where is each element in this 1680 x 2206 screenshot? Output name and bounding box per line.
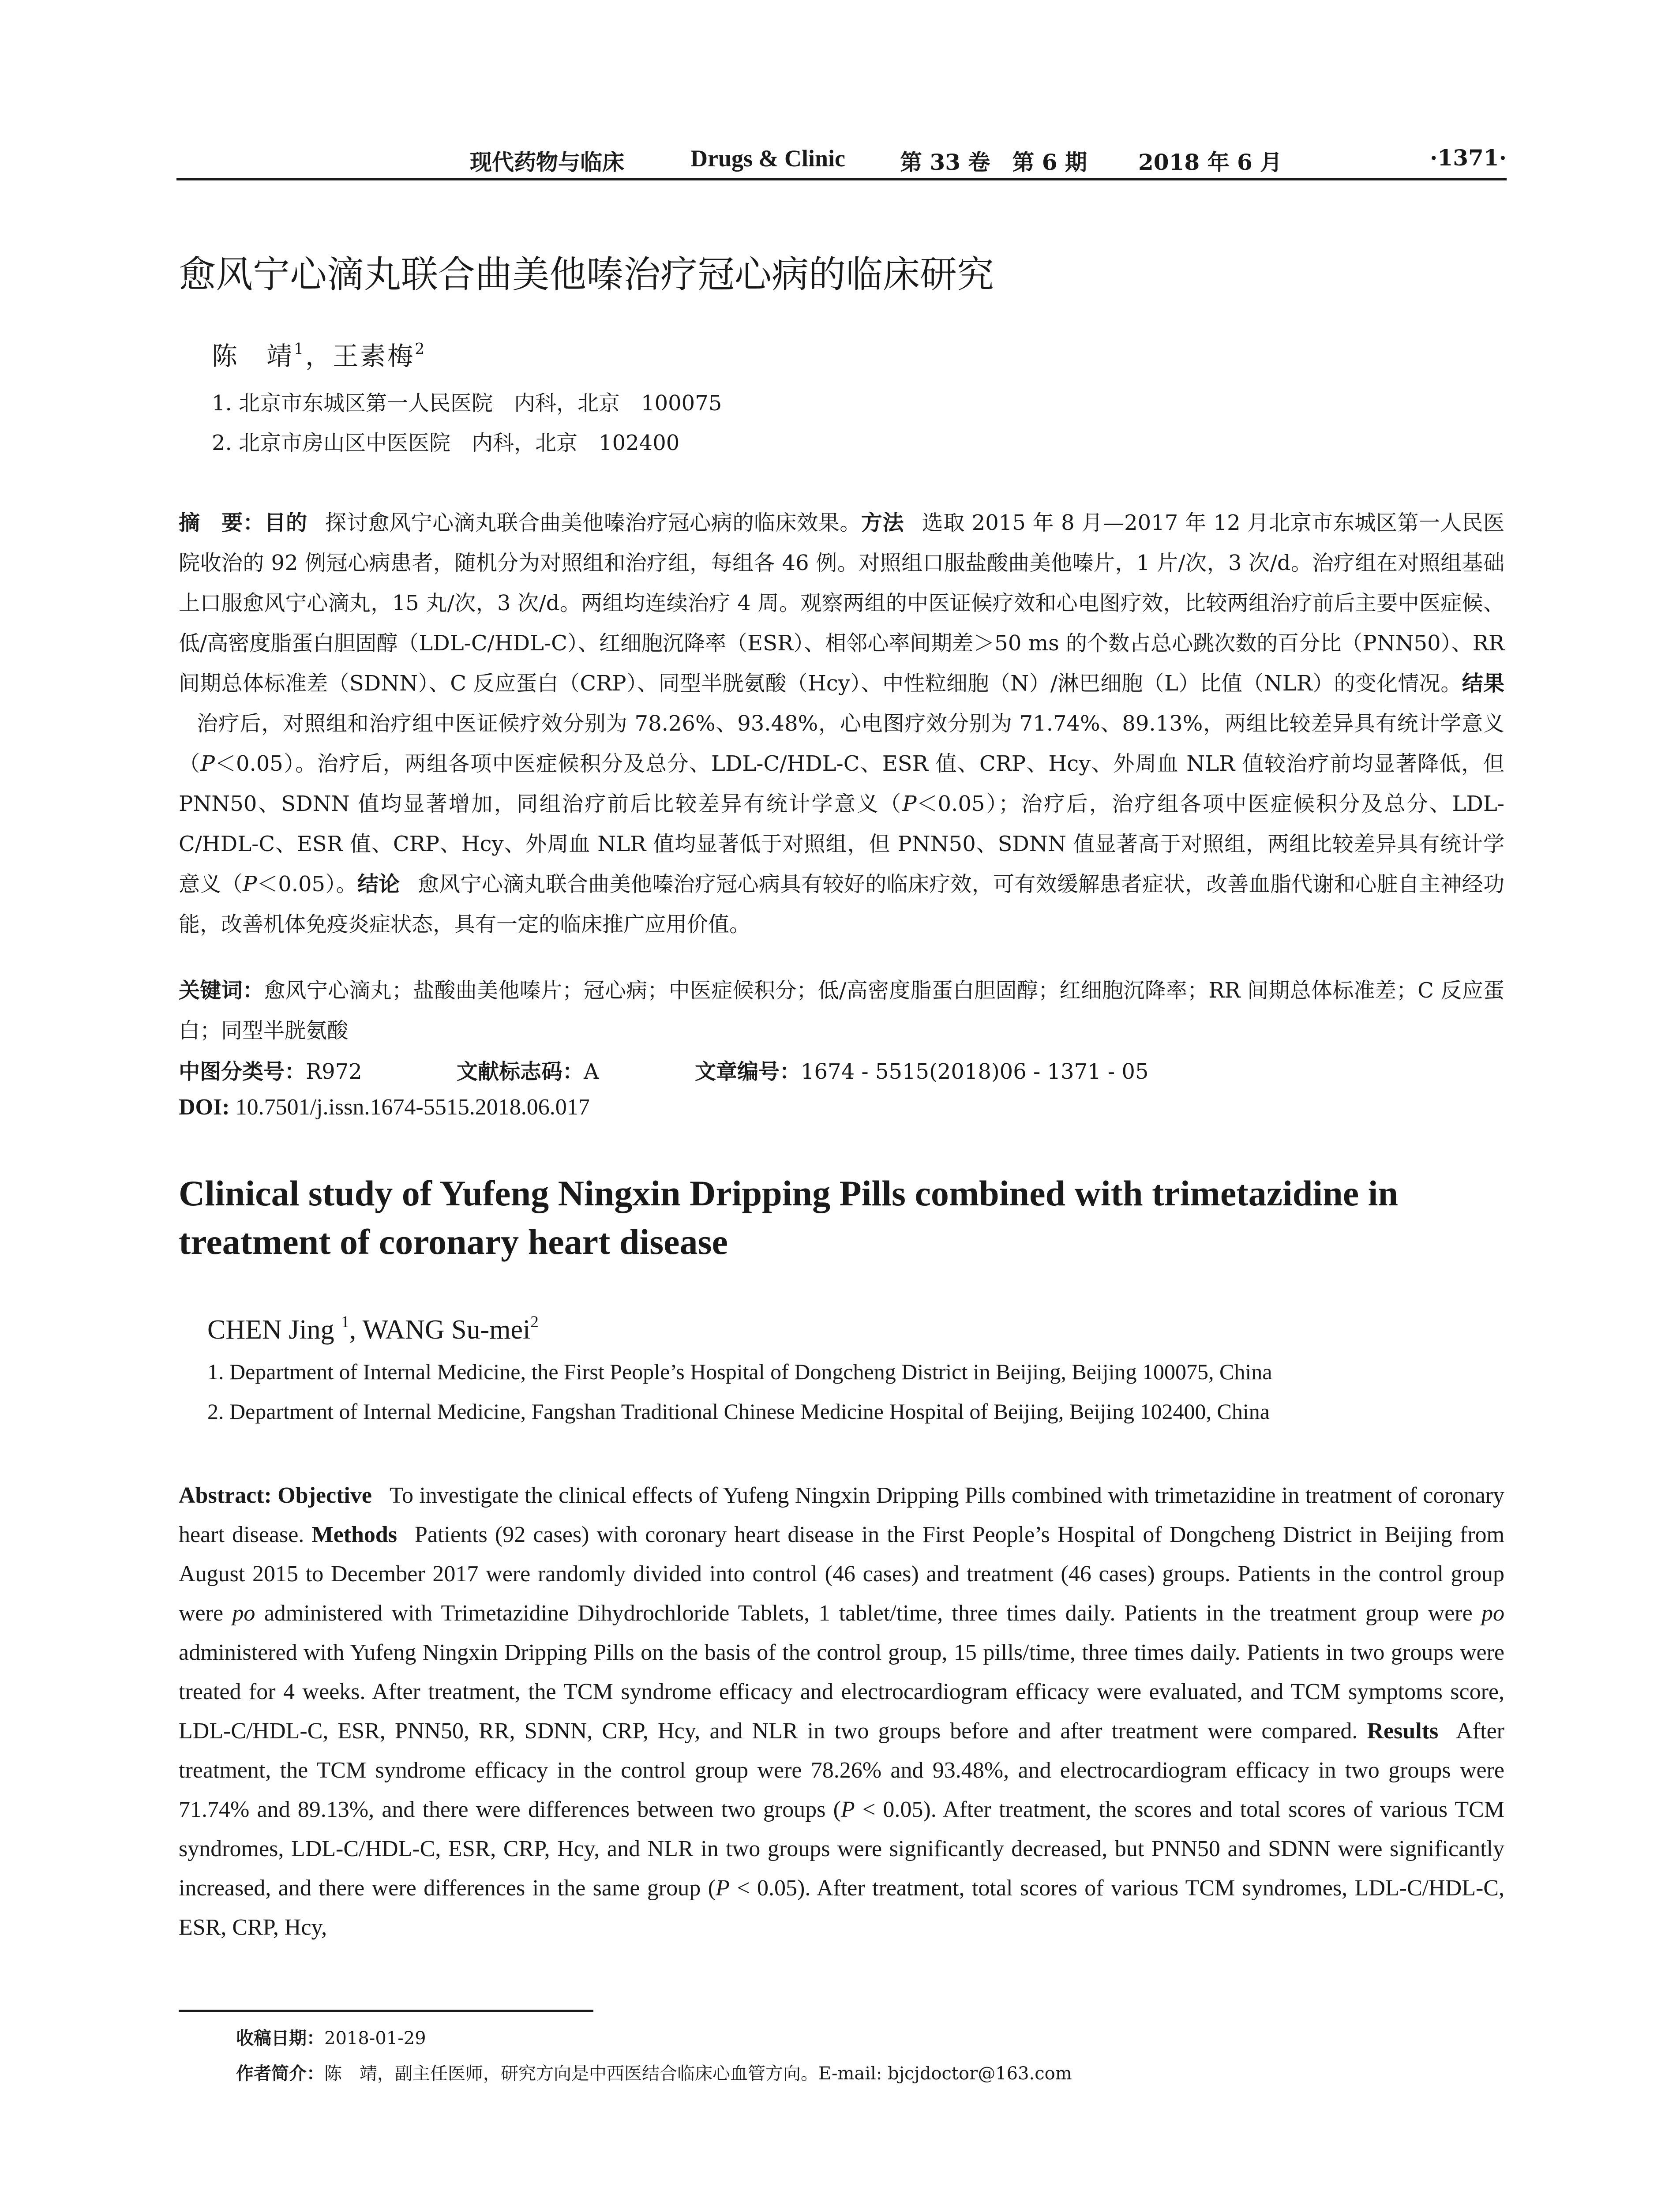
abstract-label: 摘 要： [179, 510, 265, 535]
doc-code-label: 文献标志码： [457, 1059, 584, 1084]
methods-text: administered with Trimetazidine Dihydrochloride Tablets, 1 tablet/time, three times daily. Patients in the treatment group were [255, 1601, 1482, 1626]
clc-label: 中图分类号： [179, 1059, 306, 1084]
affiliation-cn: 1. 北京市东城区第一人民医院 内科，北京 100075 [212, 391, 722, 416]
footnote-divider [179, 2010, 593, 2012]
page-number: ·1371· [1430, 145, 1507, 171]
po-abbrev: po [1481, 1601, 1505, 1626]
affiliation-en: 2. Department of Internal Medicine, Fangshan Traditional Chinese Medicine Hospital of Beijing, Beijing 102400, China [207, 1399, 1270, 1424]
authors-cn [212, 335, 426, 372]
author-name: 陈 靖 [212, 341, 294, 371]
author-separator: , [349, 1315, 363, 1345]
p-value-symbol: P [902, 792, 917, 816]
p-value-symbol: P [242, 872, 257, 897]
author-affiliation-mark: 1 [341, 1313, 349, 1331]
article-title-en: Clinical study of Yufeng Ningxin Dripping Pills combined with trimetazidine in treatment of coronary heart disease [179, 1173, 1399, 1262]
author-affiliation-mark: 1 [294, 340, 306, 358]
results-text: After treatment, the TCM syndrome efficacy in the control group were 78.26% and 93.48%, and electrocardiogram efficacy in two groups were 71.74% and 89.13%, and there were differences between two groups ( [179, 1718, 1504, 1822]
article-title-cn: 愈风宁心滴丸联合曲美他嗪治疗冠心病的临床研究 [179, 253, 994, 296]
objective-label: 目的 [264, 510, 308, 535]
received-value: 2018-01-29 [324, 2028, 426, 2048]
p-value-symbol: P [200, 751, 215, 776]
methods-text: Patients (92 cases) with coronary heart disease in the First People’s Hospital of Dongcheng District in Beijing from August 2015 to December 2017 were randomly divided into control (46 cases) and treatment (46 cases) groups. Patients in the control group were [179, 1522, 1505, 1626]
running-header [176, 142, 1507, 180]
issue-date: 2018 年 6 月 [1138, 149, 1282, 175]
article-id-label: 文章编号： [695, 1059, 801, 1084]
conclusion-label: 结论 [357, 872, 400, 897]
methods-text: 选取 2015 年 8 月—2017 年 12 月北京市东城区第一人民医院收治的 92 例冠心病患者，随机分为对照组和治疗组，每组各 46 例。对照组口服盐酸曲美他嗪片，1 片/次，3 次/d。治疗组在对照组基础上口服愈风宁心滴丸，15 丸/次，3 次/d。两组均连续治疗 4 周。观察两组的中医证候疗效和心电图疗效，比较两组治疗前后主要中医症候、低/高密度脂蛋白胆固醇（LDL-C/HDL-C）、红细胞沉降率（ESR）、相邻心率间期差＞50 ms 的个数占总心跳次数的百分比（PNN50）、RR 间期总体标准差（SDNN）、C 反应蛋白（CRP）、同型半胱氨酸（Hcy）、中性粒细胞（N）/淋巴细胞（L）比值（NLR）的变化情况。 [179, 510, 1504, 696]
results-label: 结果 [1462, 671, 1504, 696]
authors-en [207, 1313, 539, 1346]
keywords-label: 关键词： [179, 978, 264, 1003]
article-id-value: 1674 - 5515(2018)06 - 1371 - 05 [801, 1059, 1149, 1084]
received-date [236, 2024, 426, 2049]
author-name: WANG Su-mei [362, 1315, 531, 1345]
abstract-cn [179, 503, 1504, 945]
clc-value: R972 [306, 1059, 362, 1084]
author-name: 王素梅 [333, 341, 415, 371]
author-separator: ， [305, 341, 333, 371]
methods-label: 方法 [861, 510, 904, 535]
author-affiliation-mark: 2 [530, 1313, 539, 1331]
p-value-symbol: P [840, 1797, 855, 1822]
classification-row [179, 1054, 1504, 1085]
author-bio [236, 2060, 1072, 2085]
results-text: ＜0.05）。治疗后，两组各项中医症候积分及总分、LDL-C/HDL-C、ESR 值、CRP、Hcy、外周血 NLR 值较治疗前均显著降低，但 PNN50、SDNN 值均显著增加，同组治疗前后比较差异有统计学意义（ [179, 751, 1504, 816]
doi-line [179, 1094, 590, 1120]
results-text: < 0.05). After treatment, total scores of various TCM syndromes, LDL-C/HDL-C, ESR, CRP, Hcy, [179, 1876, 1504, 1940]
results-text: 治疗后，对照组和治疗组中医证候疗效分别为 78.26%、93.48%，心电图疗效分别为 71.74%、89.13%，两组比较差异具有统计学意义（ [179, 711, 1504, 776]
author-affiliation-mark: 2 [415, 340, 427, 358]
doc-code-value: A [584, 1059, 599, 1084]
methods-text: administered with Yufeng Ningxin Dripping Pills on the basis of the control group, 15 pills/time, three times daily. Patients in two groups were treated for 4 weeks. After treatment, the TCM syndrome efficacy and electrocardiogram efficacy were evaluated, and TCM symptoms score, LDL-C/HDL-C, ESR, PNN50, RR, SDNN, CRP, Hcy, and NLR in two groups before and after treatment were compared. [179, 1640, 1504, 1744]
results-text: ＜0.05）。 [257, 872, 357, 897]
conclusion-text: 愈风宁心滴丸联合曲美他嗪治疗冠心病具有较好的临床疗效，可有效缓解患者症状，改善血脂代谢和心脏自主神经功能，改善机体免疫炎症状态，具有一定的临床推广应用价值。 [179, 872, 1504, 937]
journal-name-en: Drugs & Clinic [690, 145, 845, 172]
volume-issue: 第 33 卷 第 6 期 [900, 149, 1087, 175]
received-label: 收稿日期： [236, 2028, 324, 2048]
author-name: CHEN Jing [207, 1315, 341, 1345]
p-value-symbol: P [716, 1876, 730, 1901]
objective-text: To investigate the clinical effects of Yufeng Ningxin Dripping Pills combined with trimetazidine in treatment of coronary heart disease. [179, 1483, 1504, 1547]
bio-text: 陈 靖，副主任医师，研究方向是中西医结合临床心血管方向。E-mail: bjcjdoctor@163.com [324, 2063, 1072, 2084]
affiliation-cn: 2. 北京市房山区中医医院 内科，北京 102400 [212, 431, 680, 455]
po-abbrev: po [232, 1601, 255, 1626]
objective-text: 探讨愈风宁心滴丸联合曲美他嗪治疗冠心病的临床效果。 [325, 510, 861, 535]
keywords-cn [179, 971, 1504, 1051]
abstract-en [179, 1476, 1504, 1947]
doi-label: DOI: [179, 1095, 230, 1120]
bio-label: 作者简介： [236, 2063, 324, 2084]
results-text: ＜0.05）；治疗后，治疗组各项中医症候积分及总分、LDL-C/HDL-C、ESR 值、CRP、Hcy、外周血 NLR 值均显著低于对照组，但 PNN50、SDNN 值显著高于对照组，两组比较差异具有统计学意义（ [179, 792, 1504, 897]
keywords-text: 愈风宁心滴丸；盐酸曲美他嗪片；冠心病；中医症候积分；低/高密度脂蛋白胆固醇；红细胞沉降率；RR 间期总体标准差；C 反应蛋白；同型半胱氨酸 [179, 978, 1504, 1043]
results-text: < 0.05). After treatment, the scores and total scores of various TCM syndromes, LDL-C/HDL-C, ESR, CRP, Hcy, and NLR in two groups were significantly decreased, but PNN50 and SDNN were significantly increased, and there were differences in the same group ( [179, 1797, 1505, 1901]
journal-name-cn: 现代药物与临床 [470, 149, 624, 175]
abstract-objective-label: Abstract: Objective [179, 1483, 372, 1508]
doi-value[interactable]: 10.7501/j.issn.1674-5515.2018.06.017 [235, 1095, 590, 1120]
affiliation-en: 1. Department of Internal Medicine, the First People’s Hospital of Dongcheng District in Beijing, Beijing 100075, China [207, 1359, 1272, 1384]
methods-label: Methods [311, 1522, 398, 1547]
results-label: Results [1367, 1718, 1439, 1744]
